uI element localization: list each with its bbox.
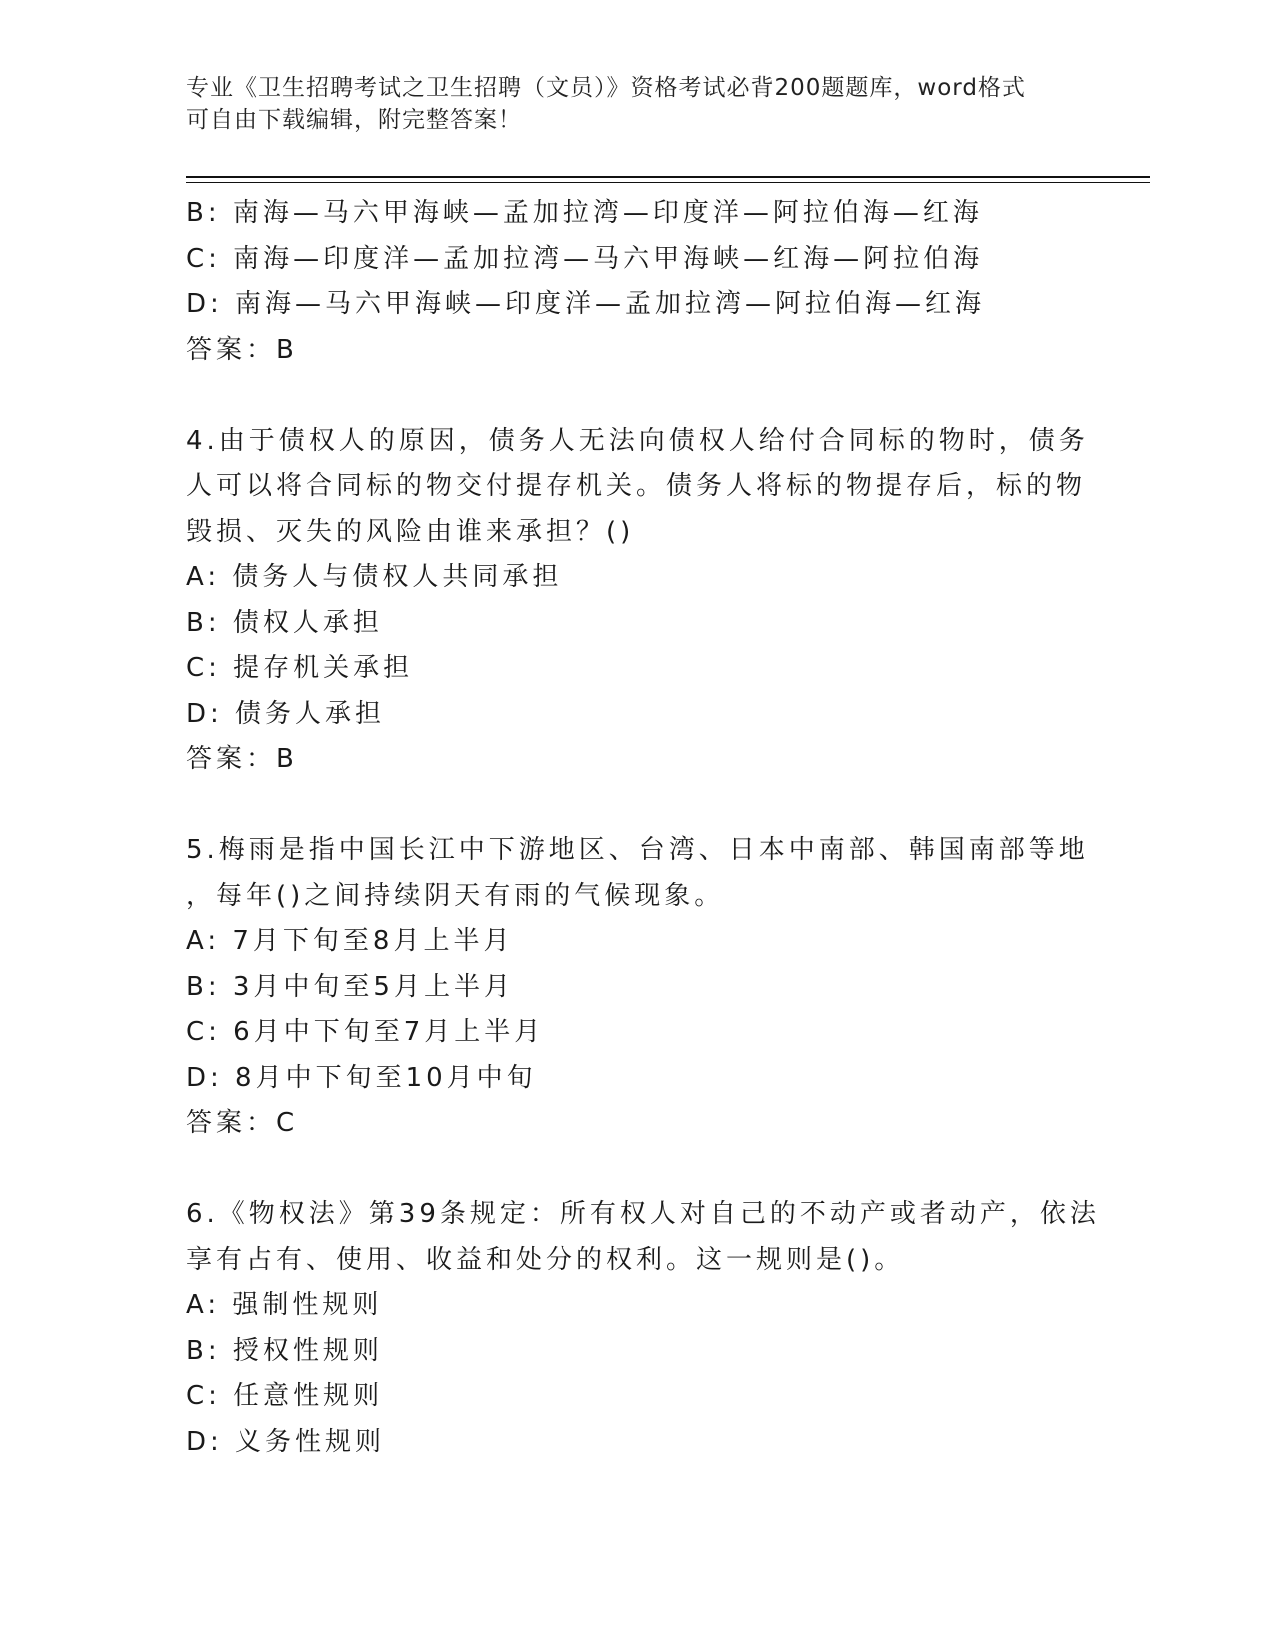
question-stem-line: 5.梅雨是指中国长江中下游地区、台湾、日本中南部、韩国南部等地 <box>186 835 1089 865</box>
question-4 <box>186 419 1089 783</box>
question-6 <box>186 1192 1100 1465</box>
option-c: C: 6月中下旬至7月上半月 <box>186 1017 545 1047</box>
option-d: D: 义务性规则 <box>186 1426 386 1457</box>
question-stem-line: 4.由于债权人的原因，债务人无法向债权人给付合同标的物时，债务 <box>186 425 1089 456</box>
question-stem-line: ，每年()之间持续阴天有雨的气候现象。 <box>186 880 725 911</box>
option-d: D: 债务人承担 <box>186 698 386 729</box>
question-5 <box>186 828 1089 1147</box>
option-c: C: 任意性规则 <box>186 1381 384 1411</box>
answer-line: 答案：C <box>186 1108 299 1138</box>
question-stem-line: 毁损、灭失的风险由谁来承担？() <box>186 516 635 547</box>
question-list <box>186 191 1100 1465</box>
option-c: C: 提存机关承担 <box>186 653 414 683</box>
header-title-line-2: 可自由下载编辑，附完整答案！ <box>186 107 522 133</box>
option-b: B: 债权人承担 <box>186 607 383 638</box>
question-stem-line: 享有占有、使用、收益和处分的权利。这一规则是()。 <box>186 1244 905 1275</box>
document-header <box>186 72 1066 136</box>
option-a: A: 7月下旬至8月上半月 <box>186 926 514 956</box>
spacer <box>186 783 1086 829</box>
answer-line: 答案：B <box>186 744 298 774</box>
header-title-line-1: 专业《卫生招聘考试之卫生招聘（文员）》资格考试必背200题题库，word格式 <box>186 75 1026 101</box>
option-b: B: 授权性规则 <box>186 1335 383 1366</box>
option-a: A: 强制性规则 <box>186 1290 383 1320</box>
option-b: B: 南海—马六甲海峡—孟加拉湾—印度洋—阿拉伯海—红海 <box>186 198 983 228</box>
question-3 <box>186 191 1086 373</box>
answer-line: 答案：B <box>186 334 298 365</box>
option-d: D: 8月中下旬至10月中旬 <box>186 1062 537 1093</box>
header-divider-thick <box>186 176 1150 178</box>
option-d: D: 南海—马六甲海峡—印度洋—孟加拉湾—阿拉伯海—红海 <box>186 289 986 319</box>
spacer <box>186 373 1086 419</box>
question-stem-line: 6.《物权法》第39条规定：所有权人对自己的不动产或者动产，依法 <box>186 1199 1100 1229</box>
option-c: C: 南海—印度洋—孟加拉湾—马六甲海峡—红海—阿拉伯海 <box>186 243 984 274</box>
spacer <box>186 1147 1086 1193</box>
question-stem-line: 人可以将合同标的物交付提存机关。债务人将标的物提存后，标的物 <box>186 471 1087 501</box>
option-a: A: 债务人与债权人共同承担 <box>186 562 563 592</box>
option-b: B: 3月中旬至5月上半月 <box>186 971 514 1002</box>
header-divider-thin <box>186 182 1150 183</box>
